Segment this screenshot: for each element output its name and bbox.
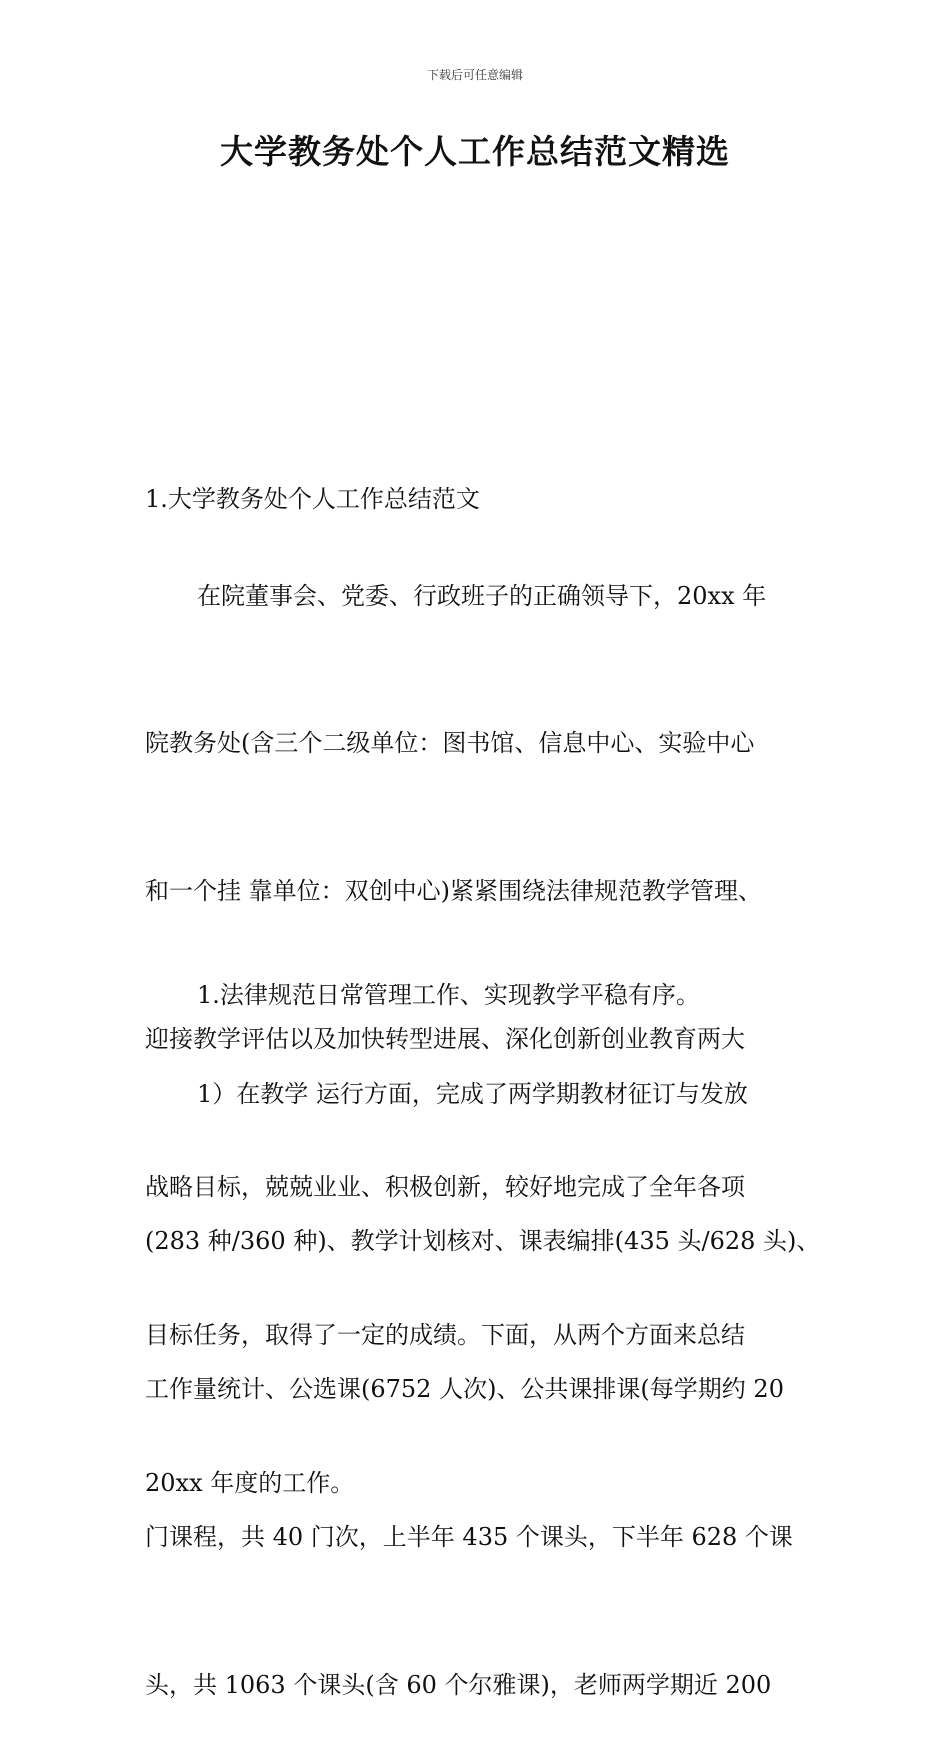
paragraph-line: 目标任务，取得了一定的成绩。下面，从两个方面来总结 bbox=[145, 1321, 745, 1350]
header-note: 下载后可任意编辑 bbox=[426, 68, 523, 82]
subheading-text: 1.法律规范日常管理工作、实现教学平稳有序。 bbox=[197, 980, 700, 1009]
paragraph-line: 在院董事会、党委、行政班子的正确领导下，20xx 年 bbox=[197, 581, 767, 610]
paragraph-line: 战略目标，兢兢业业、积极创新，较好地完成了全年各项 bbox=[145, 1173, 745, 1202]
paragraph-line: 迎接教学评估以及加快转型进展、深化创新创业教育两大 bbox=[145, 1025, 745, 1054]
paragraph-line: 院教务处(含三个二级单位：图书馆、信息中心、实验中心 bbox=[145, 729, 755, 758]
document-title: 大学教务处个人工作总结范文精选 bbox=[220, 132, 730, 171]
paragraph-line: 和一个挂 靠单位：双创中心)紧紧围绕法律规范教学管理、 bbox=[145, 877, 762, 906]
paragraph-line: 1）在教学 运行方面，完成了两学期教材征订与发放 bbox=[197, 1079, 748, 1108]
paragraph-line: 20xx 年度的工作。 bbox=[145, 1468, 355, 1497]
paragraph-line: 头，共 1063 个课头(含 60 个尔雅课)，老师两学期近 200 bbox=[145, 1671, 772, 1700]
paragraph-line: (283 种/360 种)、教学计划核对、课表编排(435 头/628 头)、 bbox=[145, 1227, 821, 1256]
paragraph-line: 门课程，共 40 门次，上半年 435 个课头，下半年 628 个课 bbox=[145, 1523, 793, 1552]
section-heading-text: 1.大学教务处个人工作总结范文 bbox=[145, 484, 480, 513]
paragraph-teaching-operation bbox=[145, 971, 821, 1760]
paragraph-line: 工作量统计、公选课(6752 人次)、公共课排课(每学期约 20 bbox=[145, 1375, 784, 1404]
